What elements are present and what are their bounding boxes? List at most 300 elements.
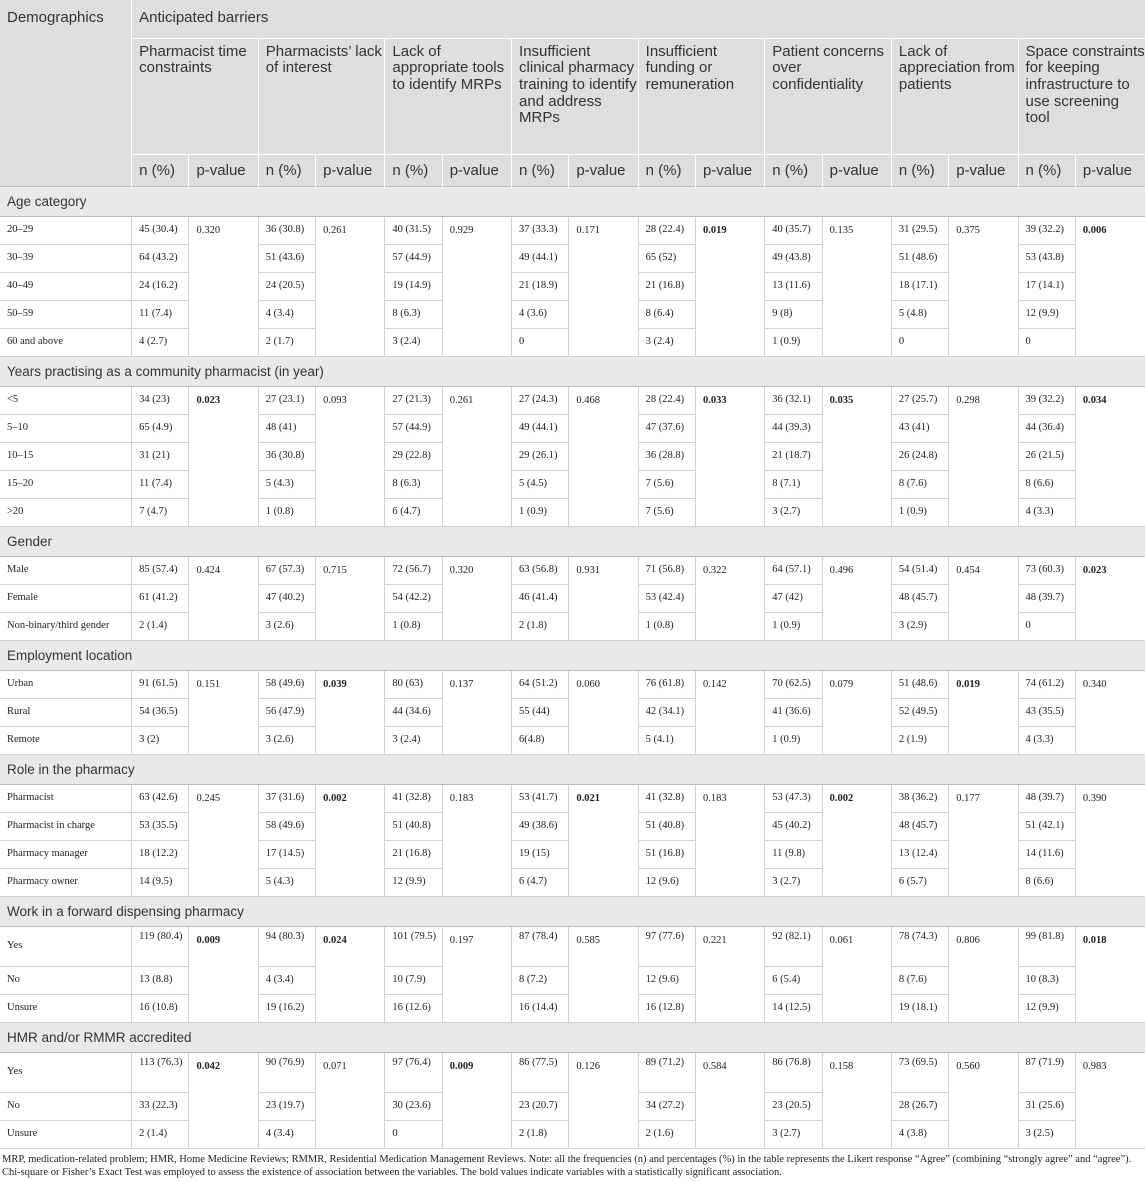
p-value-cell: [189, 216, 258, 356]
p-value-cell: [949, 926, 1018, 1022]
n-percent-header: n (%): [1018, 154, 1075, 186]
n-percent-cell: 7 (5.6): [638, 470, 695, 498]
p-value-cell: [442, 216, 511, 356]
significant-p-value: 0.039: [323, 678, 347, 690]
p-value: 0.126: [576, 1060, 600, 1072]
n-percent-cell: 3 (2.7): [765, 868, 822, 896]
n-percent-cell: 27 (24.3): [512, 386, 569, 414]
significant-p-value: 0.018: [1082, 934, 1107, 946]
row-label: 50–59: [0, 300, 132, 328]
p-value-cell: [695, 556, 764, 640]
p-value-cell: [316, 784, 385, 896]
n-percent-cell: 2 (1.8): [512, 1120, 569, 1148]
p-value-cell: [442, 1052, 511, 1148]
n-percent-cell: 44 (36.4): [1018, 414, 1075, 442]
row-label: 30–39: [0, 244, 132, 272]
n-percent-cell: 39 (32.2): [1018, 386, 1075, 414]
p-value: 0.261: [323, 224, 347, 236]
n-percent-header: n (%): [512, 154, 569, 186]
row-label: 15–20: [0, 470, 132, 498]
p-value-cell: [949, 216, 1018, 356]
n-percent-cell: 12 (9.9): [385, 868, 442, 896]
n-percent-cell: 57 (44.9): [385, 244, 442, 272]
n-percent-cell: 8 (7.6): [891, 966, 948, 994]
row-label: >20: [0, 498, 132, 526]
n-percent-cell: 1 (0.9): [512, 498, 569, 526]
n-percent-cell: 2 (1.7): [258, 328, 315, 356]
p-value-cell: [316, 1052, 385, 1148]
n-percent-cell: 119 (80.4): [132, 926, 189, 966]
n-percent-cell: 6 (4.7): [512, 868, 569, 896]
n-percent-cell: 48 (39.7): [1018, 784, 1075, 812]
n-percent-cell: 28 (22.4): [638, 216, 695, 244]
n-percent-cell: 24 (20.5): [258, 272, 315, 300]
n-percent-cell: 10 (8.3): [1018, 966, 1075, 994]
n-percent-cell: 1 (0.8): [638, 612, 695, 640]
n-percent-cell: 4 (3.3): [1018, 726, 1075, 754]
n-percent-cell: 2 (1.4): [132, 612, 189, 640]
n-percent-cell: 4 (3.4): [258, 1120, 315, 1148]
n-percent-cell: 44 (34.6): [385, 698, 442, 726]
section-row: [0, 526, 1145, 556]
p-value-cell: [949, 1052, 1018, 1148]
n-percent-header: n (%): [638, 154, 695, 186]
p-value-cell: [189, 1052, 258, 1148]
n-percent-cell: 3 (2): [132, 726, 189, 754]
n-percent-cell: 51 (16.8): [638, 840, 695, 868]
n-percent-cell: 86 (77.5): [512, 1052, 569, 1092]
n-percent-cell: 8 (6.3): [385, 470, 442, 498]
n-percent-cell: 1 (0.8): [385, 612, 442, 640]
row-label: Pharmacist in charge: [0, 812, 132, 840]
p-value-cell: [189, 386, 258, 526]
n-percent-cell: 33 (22.3): [132, 1092, 189, 1120]
n-percent-cell: 18 (12.2): [132, 840, 189, 868]
significant-p-value: 0.002: [323, 792, 347, 804]
n-percent-cell: 57 (44.9): [385, 414, 442, 442]
p-value-cell: [949, 386, 1018, 526]
table-row: [0, 556, 1145, 584]
p-value-cell: [822, 556, 891, 640]
n-percent-cell: 21 (18.9): [512, 272, 569, 300]
n-percent-cell: 13 (8.8): [132, 966, 189, 994]
p-value: 0.298: [956, 394, 980, 406]
n-percent-cell: 51 (40.8): [385, 812, 442, 840]
n-percent-cell: 48 (45.7): [891, 812, 948, 840]
p-value-cell: [822, 670, 891, 754]
n-percent-cell: 65 (52): [638, 244, 695, 272]
p-value-cell: [569, 670, 638, 754]
n-percent-cell: 4 (3.6): [512, 300, 569, 328]
section-title: Age category: [0, 186, 1145, 216]
n-percent-cell: 14 (12.5): [765, 994, 822, 1022]
n-percent-cell: 27 (21.3): [385, 386, 442, 414]
p-value-header: p-value: [189, 154, 258, 186]
n-percent-cell: 41 (36.6): [765, 698, 822, 726]
p-value: 0.079: [829, 678, 854, 690]
p-value-cell: [1075, 386, 1145, 526]
n-percent-cell: 53 (42.4): [638, 584, 695, 612]
p-value-cell: [949, 784, 1018, 896]
n-percent-cell: 61 (41.2): [132, 584, 189, 612]
n-percent-cell: 49 (44.1): [512, 414, 569, 442]
n-percent-cell: 34 (27.2): [638, 1092, 695, 1120]
p-value-cell: [1075, 926, 1145, 1022]
n-percent-cell: 51 (40.8): [638, 812, 695, 840]
n-percent-cell: 7 (5.6): [638, 498, 695, 526]
n-percent-cell: 76 (61.8): [638, 670, 695, 698]
n-percent-cell: 16 (12.8): [638, 994, 695, 1022]
n-percent-cell: 42 (34.1): [638, 698, 695, 726]
n-percent-cell: 37 (33.3): [512, 216, 569, 244]
p-value: 0.093: [323, 394, 347, 406]
n-percent-cell: 63 (42.6): [132, 784, 189, 812]
n-percent-cell: 40 (31.5): [385, 216, 442, 244]
p-value-cell: [1075, 670, 1145, 754]
section-title: Years practising as a community pharmacist (in year): [0, 356, 1145, 386]
row-label: 60 and above: [0, 328, 132, 356]
p-value-cell: [695, 216, 764, 356]
n-percent-cell: 19 (14.9): [385, 272, 442, 300]
n-percent-cell: 6(4.8): [512, 726, 569, 754]
n-percent-cell: 13 (11.6): [765, 272, 822, 300]
n-percent-cell: 87 (78.4): [512, 926, 569, 966]
n-percent-cell: 0: [891, 328, 948, 356]
row-label: 20–29: [0, 216, 132, 244]
n-percent-cell: 12 (9.6): [638, 966, 695, 994]
n-percent-cell: 16 (12.6): [385, 994, 442, 1022]
n-percent-cell: 43 (41): [891, 414, 948, 442]
n-percent-cell: 86 (76.8): [765, 1052, 822, 1092]
n-percent-cell: 58 (49.6): [258, 670, 315, 698]
significant-p-value: 0.009: [196, 934, 221, 946]
n-percent-cell: 113 (76.3): [132, 1052, 189, 1092]
n-percent-cell: 36 (30.8): [258, 216, 315, 244]
n-percent-cell: 53 (41.7): [512, 784, 569, 812]
p-value-cell: [569, 1052, 638, 1148]
n-percent-cell: 1 (0.8): [258, 498, 315, 526]
row-label: Unsure: [0, 1120, 132, 1148]
p-value: 0.454: [956, 564, 980, 576]
n-percent-cell: 51 (48.6): [891, 244, 948, 272]
p-value-cell: [442, 926, 511, 1022]
n-percent-cell: 94 (80.3): [258, 926, 315, 966]
n-percent-cell: 54 (36.5): [132, 698, 189, 726]
n-percent-cell: 13 (12.4): [891, 840, 948, 868]
n-percent-cell: 27 (23.1): [258, 386, 315, 414]
n-percent-cell: 2 (1.9): [891, 726, 948, 754]
n-percent-cell: 6 (5.4): [765, 966, 822, 994]
p-value-cell: [822, 386, 891, 526]
n-percent-cell: 63 (56.8): [512, 556, 569, 584]
n-percent-cell: 73 (69.5): [891, 1052, 948, 1092]
row-label: 5–10: [0, 414, 132, 442]
n-percent-cell: 0: [512, 328, 569, 356]
p-value-cell: [316, 670, 385, 754]
p-value-cell: [189, 670, 258, 754]
n-percent-header: n (%): [385, 154, 442, 186]
n-percent-cell: 17 (14.5): [258, 840, 315, 868]
significant-p-value: 0.042: [196, 1060, 221, 1072]
n-percent-cell: 0: [1018, 328, 1075, 356]
n-percent-cell: 2 (1.4): [132, 1120, 189, 1148]
n-percent-cell: 87 (71.9): [1018, 1052, 1075, 1092]
n-percent-cell: 4 (2.7): [132, 328, 189, 356]
n-percent-cell: 3 (2.4): [638, 328, 695, 356]
n-percent-cell: 5 (4.1): [638, 726, 695, 754]
section-row: [0, 640, 1145, 670]
p-value: 0.261: [449, 394, 474, 406]
n-percent-cell: 0: [385, 1120, 442, 1148]
n-percent-cell: 70 (62.5): [765, 670, 822, 698]
n-percent-cell: 6 (4.7): [385, 498, 442, 526]
table-footnote: MRP, medication-related problem; HMR, Home Medicine Reviews; RMMR, Residential Medication Management Reviews. Note: all the frequencies (n) and percentages (%) in the table represents the Likert response “Agree” (combining “strongly agree” and “agree”). Chi-square or Fisher’s Exact Test was employed to assess the existence of association between the variables. The bold values indicate variables with a statistically significant association.: [2, 1153, 1132, 1178]
p-value: 0.585: [576, 934, 600, 946]
n-percent-cell: 3 (2.5): [1018, 1120, 1075, 1148]
p-value-header: p-value: [949, 154, 1018, 186]
n-percent-cell: 90 (76.9): [258, 1052, 315, 1092]
n-percent-cell: 51 (48.6): [891, 670, 948, 698]
n-percent-cell: 11 (7.4): [132, 300, 189, 328]
n-percent-cell: 80 (63): [385, 670, 442, 698]
n-percent-cell: 3 (2.6): [258, 726, 315, 754]
p-value: 0.158: [829, 1060, 854, 1072]
n-percent-cell: 2 (1.8): [512, 612, 569, 640]
row-label: No: [0, 966, 132, 994]
p-value: 0.931: [576, 564, 600, 576]
n-percent-cell: 4 (3.4): [258, 966, 315, 994]
n-percent-cell: 11 (9.8): [765, 840, 822, 868]
p-value-cell: [695, 926, 764, 1022]
n-percent-cell: 1 (0.9): [765, 612, 822, 640]
n-percent-cell: 27 (25.7): [891, 386, 948, 414]
n-percent-cell: 19 (16.2): [258, 994, 315, 1022]
n-percent-cell: 49 (44.1): [512, 244, 569, 272]
n-percent-cell: 23 (19.7): [258, 1092, 315, 1120]
p-value-cell: [822, 1052, 891, 1148]
n-percent-cell: 3 (2.9): [891, 612, 948, 640]
p-value: 0.424: [196, 564, 221, 576]
p-value-cell: [949, 556, 1018, 640]
row-label: Pharmacist: [0, 784, 132, 812]
p-value-cell: [822, 784, 891, 896]
p-value: 0.320: [196, 224, 221, 236]
p-value-cell: [442, 670, 511, 754]
n-percent-cell: 6 (5.7): [891, 868, 948, 896]
p-value-cell: [695, 1052, 764, 1148]
p-value: 0.496: [829, 564, 854, 576]
n-percent-cell: 26 (24.8): [891, 442, 948, 470]
p-value: 0.390: [1082, 792, 1107, 804]
n-percent-cell: 53 (47.3): [765, 784, 822, 812]
significant-p-value: 0.002: [829, 792, 854, 804]
n-percent-cell: 23 (20.5): [765, 1092, 822, 1120]
n-percent-cell: 55 (44): [512, 698, 569, 726]
n-percent-cell: 24 (16.2): [132, 272, 189, 300]
n-percent-cell: 74 (61.2): [1018, 670, 1075, 698]
p-value: 0.221: [702, 934, 727, 946]
p-value-cell: [316, 386, 385, 526]
barrier-header: Patient concerns over confidentiality: [765, 38, 892, 154]
n-percent-header: n (%): [765, 154, 822, 186]
table-row: [0, 670, 1145, 698]
p-value: 0.061: [829, 934, 854, 946]
barrier-header: Lack of appreciation from patients: [891, 38, 1018, 154]
p-value-cell: [569, 386, 638, 526]
section-row: [0, 356, 1145, 386]
n-percent-cell: 19 (15): [512, 840, 569, 868]
barrier-header: Insufficient funding or remuneration: [638, 38, 765, 154]
section-title: Role in the pharmacy: [0, 754, 1145, 784]
p-value-header: p-value: [695, 154, 764, 186]
n-percent-cell: 51 (42.1): [1018, 812, 1075, 840]
section-row: [0, 186, 1145, 216]
n-percent-cell: 101 (79.5): [385, 926, 442, 966]
n-percent-cell: 3 (2.4): [385, 328, 442, 356]
n-percent-cell: 36 (32.1): [765, 386, 822, 414]
p-value: 0.183: [449, 792, 474, 804]
row-label: Yes: [0, 1052, 132, 1092]
p-value-cell: [569, 556, 638, 640]
p-value-cell: [695, 386, 764, 526]
p-value: 0.245: [196, 792, 221, 804]
section-row: [0, 1022, 1145, 1052]
p-value: 0.320: [449, 564, 474, 576]
anticipated-barriers-header: Anticipated barriers: [132, 0, 1145, 38]
n-percent-cell: 71 (56.8): [638, 556, 695, 584]
p-value: 0.929: [449, 224, 474, 236]
significant-p-value: 0.019: [956, 678, 980, 690]
n-percent-cell: 28 (26.7): [891, 1092, 948, 1120]
significant-p-value: 0.023: [1082, 564, 1107, 576]
significant-p-value: 0.035: [829, 394, 854, 406]
significant-p-value: 0.006: [1082, 224, 1107, 236]
p-value-cell: [1075, 784, 1145, 896]
row-label: Pharmacy manager: [0, 840, 132, 868]
p-value: 0.171: [576, 224, 600, 236]
row-label: Female: [0, 584, 132, 612]
row-label: Yes: [0, 926, 132, 966]
p-value: 0.137: [449, 678, 474, 690]
n-percent-cell: 8 (7.1): [765, 470, 822, 498]
n-percent-cell: 36 (28.8): [638, 442, 695, 470]
section-row: [0, 896, 1145, 926]
p-value-cell: [695, 670, 764, 754]
n-percent-cell: 97 (76.4): [385, 1052, 442, 1092]
p-value-header: p-value: [822, 154, 891, 186]
n-percent-cell: 11 (7.4): [132, 470, 189, 498]
p-value: 0.983: [1082, 1060, 1107, 1072]
n-percent-cell: 78 (74.3): [891, 926, 948, 966]
p-value-cell: [949, 670, 1018, 754]
n-percent-cell: 4 (3.8): [891, 1120, 948, 1148]
n-percent-cell: 8 (6.6): [1018, 868, 1075, 896]
n-percent-cell: 1 (0.9): [891, 498, 948, 526]
table-row: [0, 216, 1145, 244]
row-label: Unsure: [0, 994, 132, 1022]
n-percent-cell: 18 (17.1): [891, 272, 948, 300]
n-percent-cell: 46 (41.4): [512, 584, 569, 612]
n-percent-cell: 3 (2.7): [765, 498, 822, 526]
p-value-cell: [569, 784, 638, 896]
n-percent-cell: 43 (35.5): [1018, 698, 1075, 726]
n-percent-cell: 14 (11.6): [1018, 840, 1075, 868]
p-value-cell: [442, 784, 511, 896]
n-percent-cell: 89 (71.2): [638, 1052, 695, 1092]
p-value-cell: [1075, 556, 1145, 640]
n-percent-cell: 85 (57.4): [132, 556, 189, 584]
n-percent-cell: 17 (14.1): [1018, 272, 1075, 300]
n-percent-cell: 64 (57.1): [765, 556, 822, 584]
n-percent-cell: 91 (61.5): [132, 670, 189, 698]
n-percent-cell: 48 (39.7): [1018, 584, 1075, 612]
n-percent-cell: 3 (2.6): [258, 612, 315, 640]
n-percent-header: n (%): [891, 154, 948, 186]
n-percent-cell: 99 (81.8): [1018, 926, 1075, 966]
p-value: 0.375: [956, 224, 980, 236]
n-percent-cell: 48 (45.7): [891, 584, 948, 612]
barrier-header: Insufficient clinical pharmacy training to identify and address MRPs: [512, 38, 639, 154]
n-percent-cell: 0: [1018, 612, 1075, 640]
n-percent-cell: 5 (4.3): [258, 868, 315, 896]
n-percent-cell: 8 (7.2): [512, 966, 569, 994]
n-percent-cell: 5 (4.8): [891, 300, 948, 328]
n-percent-cell: 3 (2.7): [765, 1120, 822, 1148]
p-value-cell: [316, 216, 385, 356]
n-percent-cell: 38 (36.2): [891, 784, 948, 812]
p-value-cell: [1075, 1052, 1145, 1148]
p-value-cell: [822, 926, 891, 1022]
n-percent-cell: 48 (41): [258, 414, 315, 442]
n-percent-cell: 31 (25.6): [1018, 1092, 1075, 1120]
n-percent-cell: 37 (31.6): [258, 784, 315, 812]
n-percent-cell: 2 (1.6): [638, 1120, 695, 1148]
p-value: 0.468: [576, 394, 600, 406]
p-value-cell: [442, 556, 511, 640]
n-percent-cell: 58 (49.6): [258, 812, 315, 840]
significant-p-value: 0.023: [196, 394, 221, 406]
n-percent-cell: 5 (4.5): [512, 470, 569, 498]
row-label: No: [0, 1092, 132, 1120]
n-percent-cell: 29 (22.8): [385, 442, 442, 470]
n-percent-cell: 67 (57.3): [258, 556, 315, 584]
significant-p-value: 0.024: [323, 934, 347, 946]
n-percent-cell: 44 (39.3): [765, 414, 822, 442]
p-value: 0.071: [323, 1060, 347, 1072]
p-value-cell: [442, 386, 511, 526]
n-percent-cell: 39 (32.2): [1018, 216, 1075, 244]
n-percent-cell: 21 (16.8): [385, 840, 442, 868]
n-percent-cell: 31 (21): [132, 442, 189, 470]
row-label: <5: [0, 386, 132, 414]
p-value: 0.135: [829, 224, 854, 236]
n-percent-cell: 64 (43.2): [132, 244, 189, 272]
p-value: 0.142: [702, 678, 727, 690]
n-percent-cell: 54 (51.4): [891, 556, 948, 584]
n-percent-cell: 36 (30.8): [258, 442, 315, 470]
n-percent-cell: 45 (30.4): [132, 216, 189, 244]
p-value-cell: [1075, 216, 1145, 356]
p-value-cell: [316, 556, 385, 640]
n-percent-cell: 53 (43.8): [1018, 244, 1075, 272]
n-percent-cell: 1 (0.9): [765, 726, 822, 754]
p-value-header: p-value: [569, 154, 638, 186]
section-row: [0, 754, 1145, 784]
n-percent-header: n (%): [258, 154, 315, 186]
n-percent-cell: 26 (21.5): [1018, 442, 1075, 470]
p-value: 0.560: [956, 1060, 980, 1072]
p-value: 0.584: [702, 1060, 727, 1072]
